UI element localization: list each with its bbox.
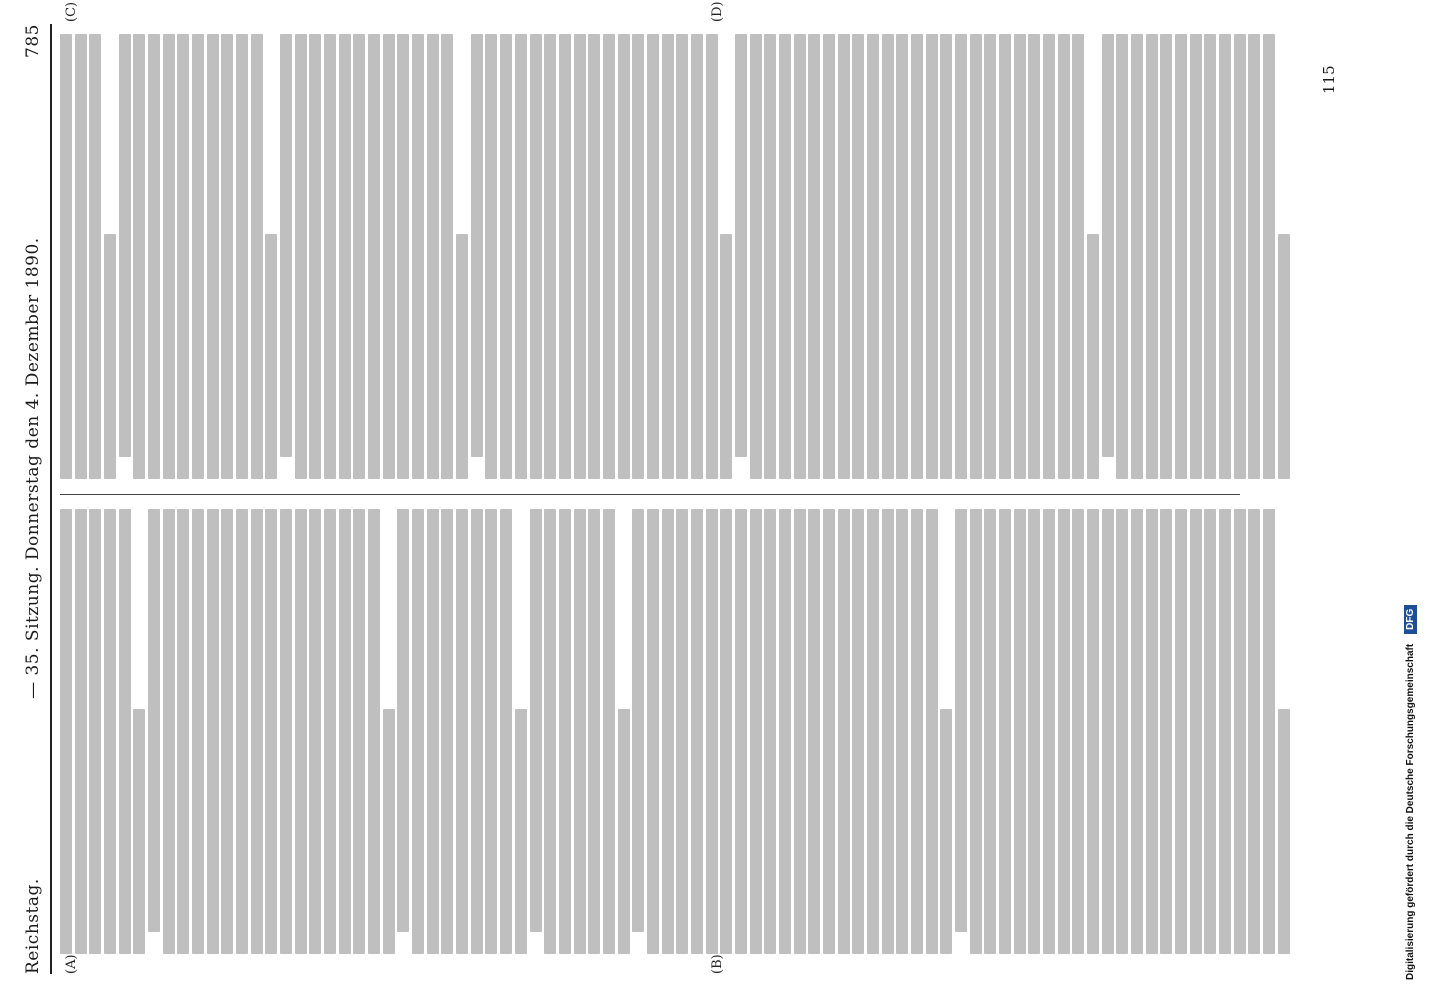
- text-line: [251, 509, 263, 954]
- text-line: [691, 509, 703, 954]
- text-line: [588, 509, 600, 954]
- text-line: [397, 34, 409, 479]
- text-line: [1278, 709, 1290, 954]
- text-line: [339, 34, 351, 479]
- text-line: [984, 509, 996, 954]
- text-line: [324, 34, 336, 479]
- header-rule: [50, 24, 52, 974]
- text-line: [544, 34, 556, 479]
- text-line: [882, 34, 894, 479]
- right-column: [60, 34, 1290, 479]
- text-line: [353, 34, 365, 479]
- text-line: [324, 509, 336, 954]
- text-line: [647, 509, 659, 954]
- text-line: [691, 34, 703, 479]
- left-column: [60, 509, 1290, 954]
- text-line: [808, 34, 820, 479]
- column-marker-d: (D): [710, 1, 725, 22]
- text-line: [456, 234, 468, 479]
- text-line: [574, 34, 586, 479]
- text-line: [955, 509, 967, 932]
- text-line: [280, 509, 292, 954]
- text-line: [1043, 34, 1055, 479]
- text-line: [1028, 509, 1040, 954]
- page-header: [20, 24, 46, 974]
- text-line: [1219, 509, 1231, 954]
- text-line: [779, 509, 791, 954]
- text-line: [588, 34, 600, 479]
- credit-text: Digitalisierung gefördert durch die Deutsche Forschungsgemeinschaft: [1405, 643, 1416, 980]
- text-line: [764, 34, 776, 479]
- text-line: [1160, 509, 1172, 954]
- text-line: [1248, 34, 1260, 479]
- text-line: [207, 509, 219, 954]
- text-line: [339, 509, 351, 954]
- text-line: [676, 34, 688, 479]
- text-line: [750, 34, 762, 479]
- text-line: [280, 34, 292, 457]
- footer-number: 115: [1320, 65, 1338, 94]
- text-line: [309, 34, 321, 479]
- text-line: [500, 509, 512, 954]
- text-line: [1204, 509, 1216, 954]
- text-line: [794, 34, 806, 479]
- text-line: [970, 509, 982, 954]
- text-line: [383, 34, 395, 479]
- text-line: [456, 509, 468, 954]
- text-line: [1190, 509, 1202, 954]
- text-line: [1190, 34, 1202, 479]
- text-line: [911, 34, 923, 479]
- text-line: [984, 34, 996, 479]
- text-line: [1058, 34, 1070, 479]
- text-line: [441, 509, 453, 954]
- text-line: [823, 509, 835, 954]
- text-line: [1146, 34, 1158, 479]
- text-line: [662, 509, 674, 954]
- column-divider: [60, 494, 1240, 495]
- text-line: [309, 509, 321, 954]
- text-line: [119, 34, 131, 457]
- text-line: [89, 509, 101, 954]
- text-line: [955, 34, 967, 479]
- text-line: [1043, 509, 1055, 954]
- text-line: [471, 34, 483, 457]
- text-line: [618, 34, 630, 479]
- newspaper-page: [20, 1, 1410, 974]
- text-line: [119, 509, 131, 954]
- text-line: [1087, 509, 1099, 954]
- text-line: [1204, 34, 1216, 479]
- text-line: [75, 509, 87, 954]
- text-line: [530, 34, 542, 479]
- text-line: [221, 34, 233, 479]
- text-line: [1263, 509, 1275, 954]
- text-line: [940, 709, 952, 954]
- text-line: [911, 509, 923, 954]
- text-line: [515, 34, 527, 479]
- text-line: [940, 34, 952, 479]
- text-line: [720, 509, 732, 954]
- text-line: [1014, 34, 1026, 479]
- text-line: [618, 709, 630, 954]
- text-line: [896, 34, 908, 479]
- text-line: [192, 34, 204, 479]
- text-line: [750, 509, 762, 954]
- text-line: [427, 509, 439, 954]
- text-line: [353, 509, 365, 954]
- text-line: [574, 509, 586, 954]
- text-line: [148, 509, 160, 932]
- text-line: [177, 34, 189, 479]
- text-line: [1278, 234, 1290, 479]
- text-line: [163, 509, 175, 954]
- text-line: [295, 509, 307, 954]
- text-line: [632, 34, 644, 479]
- text-line: [295, 34, 307, 479]
- text-line: [779, 34, 791, 479]
- text-line: [1234, 509, 1246, 954]
- text-line: [926, 34, 938, 479]
- text-line: [1087, 234, 1099, 479]
- text-line: [427, 34, 439, 479]
- text-line: [1028, 34, 1040, 479]
- text-line: [515, 709, 527, 954]
- text-line: [735, 509, 747, 954]
- text-line: [1102, 34, 1114, 457]
- text-line: [397, 509, 409, 932]
- text-line: [764, 509, 776, 954]
- text-line: [662, 34, 674, 479]
- text-line: [133, 34, 145, 479]
- page-number: 785: [23, 24, 43, 58]
- text-line: [412, 509, 424, 954]
- text-line: [559, 34, 571, 479]
- text-line: [999, 509, 1011, 954]
- text-line: [207, 34, 219, 479]
- text-line: [1160, 34, 1172, 479]
- text-line: [148, 34, 160, 479]
- text-line: [867, 34, 879, 479]
- text-line: [1014, 509, 1026, 954]
- text-line: [60, 509, 72, 954]
- text-line: [1234, 34, 1246, 479]
- text-line: [676, 509, 688, 954]
- text-line: [1072, 509, 1084, 954]
- text-line: [89, 34, 101, 479]
- text-line: [823, 34, 835, 479]
- text-line: [720, 234, 732, 479]
- text-line: [544, 509, 556, 954]
- text-line: [265, 234, 277, 479]
- text-line: [1072, 34, 1084, 479]
- text-line: [500, 34, 512, 479]
- text-line: [368, 34, 380, 479]
- text-line: [1131, 509, 1143, 954]
- text-line: [852, 34, 864, 479]
- text-line: [896, 509, 908, 954]
- text-line: [808, 509, 820, 954]
- text-line: [999, 34, 1011, 479]
- text-line: [251, 34, 263, 479]
- text-line: [794, 509, 806, 954]
- text-line: [485, 509, 497, 954]
- text-line: [838, 509, 850, 954]
- text-line: [1219, 34, 1231, 479]
- header-center: — 35. Sitzung. Donnerstag den 4. Dezember 1890.: [23, 237, 43, 699]
- text-line: [1116, 509, 1128, 954]
- text-line: [1263, 34, 1275, 479]
- text-line: [163, 34, 175, 479]
- text-line: [104, 234, 116, 479]
- text-line: [603, 509, 615, 954]
- text-line: [265, 509, 277, 954]
- text-line: [530, 509, 542, 932]
- digitization-credit: [1404, 605, 1417, 980]
- column-marker-c: (C): [64, 1, 79, 22]
- text-line: [838, 34, 850, 479]
- text-line: [1146, 509, 1158, 954]
- text-line: [559, 509, 571, 954]
- text-line: [1058, 509, 1070, 954]
- text-line: [236, 509, 248, 954]
- text-line: [867, 509, 879, 954]
- text-line: [75, 34, 87, 479]
- text-line: [647, 34, 659, 479]
- text-line: [383, 709, 395, 954]
- header-left: Reichstag.: [23, 878, 43, 974]
- text-line: [1175, 34, 1187, 479]
- text-line: [1248, 509, 1260, 954]
- text-line: [412, 34, 424, 479]
- text-line: [368, 509, 380, 954]
- text-line: [177, 509, 189, 954]
- text-line: [104, 509, 116, 954]
- text-line: [471, 509, 483, 954]
- text-line: [882, 509, 894, 954]
- text-line: [485, 34, 497, 479]
- text-line: [1131, 34, 1143, 479]
- text-line: [441, 34, 453, 479]
- text-line: [603, 34, 615, 479]
- text-line: [706, 34, 718, 479]
- text-line: [236, 34, 248, 479]
- text-line: [60, 34, 72, 479]
- text-line: [735, 34, 747, 457]
- text-line: [1175, 509, 1187, 954]
- dfg-logo: DFG: [1404, 605, 1417, 634]
- text-line: [1102, 509, 1114, 954]
- text-line: [1116, 34, 1128, 479]
- text-line: [192, 509, 204, 954]
- text-line: [133, 709, 145, 954]
- text-line: [970, 34, 982, 479]
- column-marker-a: (A): [64, 954, 79, 974]
- column-marker-b: (B): [710, 954, 725, 974]
- text-line: [926, 509, 938, 954]
- text-line: [852, 509, 864, 954]
- text-line: [221, 509, 233, 954]
- text-line: [632, 509, 644, 932]
- text-line: [706, 509, 718, 954]
